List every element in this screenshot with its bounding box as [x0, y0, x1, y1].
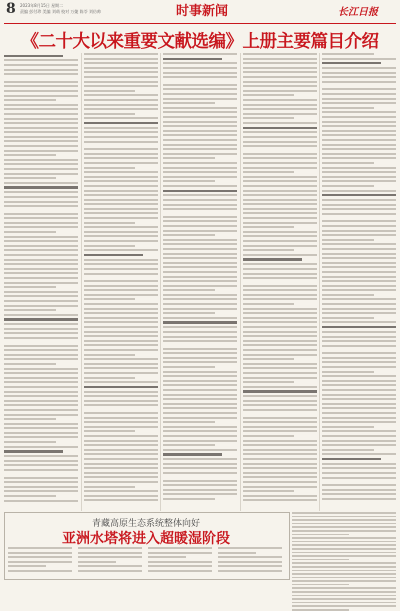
newspaper-logo: 长江日报	[338, 7, 378, 18]
column-divider	[240, 53, 241, 511]
feature-text-column	[218, 547, 282, 575]
text-column	[163, 53, 237, 511]
text-column	[322, 53, 396, 511]
feature-text-column	[148, 547, 212, 575]
editor-credits: 责编 彭付珍 美编 刘萌 校对 万婕 陈苓 刘仿帅	[20, 9, 101, 14]
news-brief-column	[292, 512, 396, 578]
article-body	[4, 53, 396, 511]
column-divider	[319, 53, 320, 511]
text-column	[84, 53, 158, 511]
header-rule	[4, 23, 396, 24]
page-number: 8	[6, 1, 16, 17]
text-column	[4, 53, 78, 511]
main-headline: 《二十大以来重要文献选编》上册主要篇目介绍	[21, 32, 379, 52]
column-divider	[81, 53, 82, 511]
page-header	[0, 0, 400, 24]
text-column	[243, 53, 317, 511]
column-divider	[160, 53, 161, 511]
feature-title: 亚洲水塔将进入超暖湿阶段	[62, 531, 230, 547]
section-title: 时事新闻	[176, 4, 229, 19]
publication-date: 2023年8月15日 星期二	[20, 3, 64, 8]
feature-subtitle: 青藏高原生态系统整体向好	[91, 519, 200, 529]
feature-body	[8, 547, 284, 575]
feature-text-column	[8, 547, 72, 575]
feature-text-column	[78, 547, 142, 575]
